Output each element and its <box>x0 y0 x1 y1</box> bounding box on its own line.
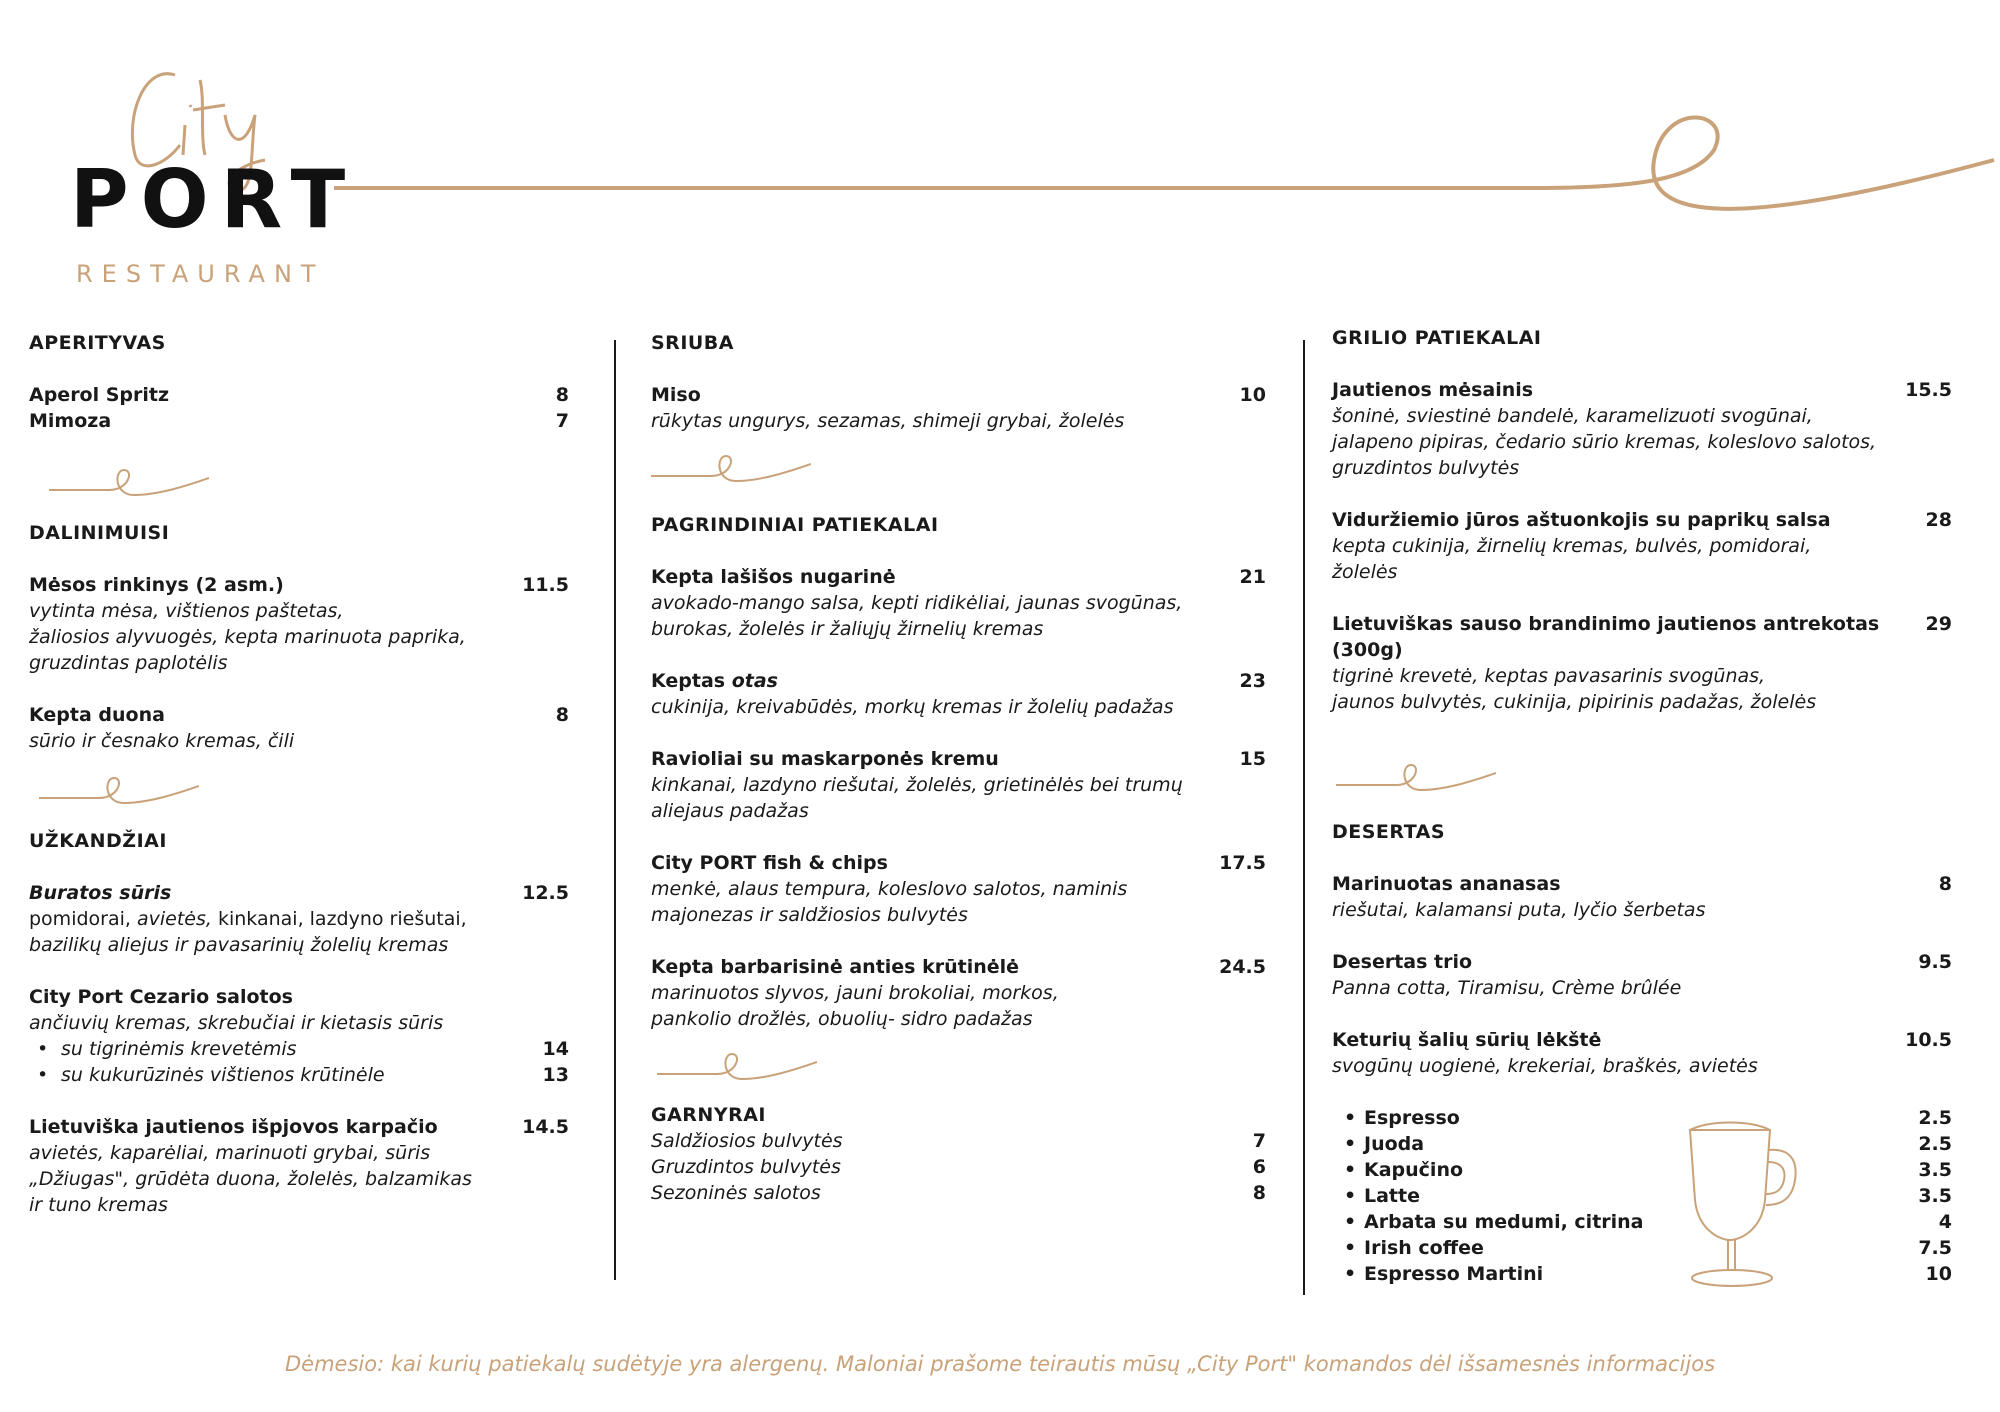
item-price: 23 <box>1239 670 1266 692</box>
item-price: 8 <box>1938 873 1952 895</box>
list-item <box>29 984 569 1088</box>
item-name: Miso <box>651 384 701 406</box>
item-price: 14.5 <box>522 1116 569 1138</box>
list-item <box>651 954 1266 1032</box>
drink-name: Arbata su medumi, citrina <box>1364 1211 1644 1233</box>
drink-name: Irish coffee <box>1364 1237 1484 1259</box>
drink-item: • Arbata su medumi, citrina 4 <box>1344 1211 1952 1233</box>
menu-column-3 <box>1332 325 1952 1287</box>
item-price: 7 <box>1252 1130 1266 1152</box>
column-divider-1 <box>614 340 616 1280</box>
item-desc: aliejaus padažas <box>651 800 809 822</box>
item-price: 7 <box>555 410 569 432</box>
drinks-list <box>1332 1105 1952 1287</box>
option-item <box>61 1036 569 1062</box>
item-desc <box>29 906 569 932</box>
item-desc: Panna cotta, Tiramisu, Crème brûlée <box>1332 977 1682 999</box>
list-item <box>1332 949 1952 1001</box>
item-name: Sezoninės salotos <box>651 1182 821 1204</box>
drink-price: 3.5 <box>1918 1185 1952 1207</box>
item-name <box>651 668 778 694</box>
item-desc: žaliosios alyvuogės, kepta marinuota paprika, <box>29 626 466 648</box>
item-desc: menkė, alaus tempura, koleslovo salotos, naminis <box>651 878 1128 900</box>
item-desc: ir tuno kremas <box>29 1194 168 1216</box>
item-price: 6 <box>1252 1156 1266 1178</box>
flourish-divider <box>49 460 209 500</box>
item-desc: kinkanai, lazdyno riešutai, žolelės, grietinėlės bei trumų <box>651 774 1183 796</box>
list-item <box>651 382 1266 434</box>
item-desc-part: pomidorai, <box>29 908 137 930</box>
section-title-aperityvas: APERITYVAS <box>29 332 166 354</box>
item-desc: svogūnų uogienė, krekeriai, braškės, avietės <box>1332 1055 1758 1077</box>
item-name: Saldžiosios bulvytės <box>651 1130 843 1152</box>
item-price: 17.5 <box>1219 852 1266 874</box>
item-price: 8 <box>555 384 569 406</box>
item-name: Kepta lašišos nugarinė <box>651 566 896 588</box>
item-desc: žolelės <box>1332 561 1398 583</box>
logo-port: PORT <box>70 153 358 246</box>
section-title-grilio: GRILIO PATIEKALAI <box>1332 327 1542 349</box>
drink-item: • Kapučino 3.5 <box>1344 1159 1952 1181</box>
option-price: 13 <box>542 1064 569 1086</box>
drink-item: • Latte 3.5 <box>1344 1185 1952 1207</box>
drink-item: • Espresso 2.5 <box>1344 1107 1952 1129</box>
item-name: Keturių šalių sūrių lėkštė <box>1332 1029 1602 1051</box>
item-name: Mėsos rinkinys (2 asm.) <box>29 574 284 596</box>
item-desc-part: avietės, <box>136 908 218 930</box>
item-name: Ravioliai su maskarponės kremu <box>651 748 999 770</box>
item-desc: avietės, kaparėliai, marinuoti grybai, sūris <box>29 1142 431 1164</box>
item-name: Lietuviškas sauso brandinimo jautienos antrekotas (300g) <box>1332 613 1880 661</box>
item-desc: gruzdintos bulvytės <box>1332 457 1520 479</box>
flourish-divider <box>39 768 199 808</box>
item-desc: burokas, žolelės ir žaliųjų žirnelių kremas <box>651 618 1044 640</box>
item-price: 9.5 <box>1918 951 1952 973</box>
item-desc: riešutai, kalamansi puta, lyčio šerbetas <box>1332 899 1706 921</box>
list-item <box>29 702 569 754</box>
item-price: 12.5 <box>522 882 569 904</box>
item-name: Gruzdintos bulvytės <box>651 1156 841 1178</box>
flourish-divider <box>651 446 811 486</box>
item-price: 10 <box>1239 384 1266 406</box>
header-flourish-line <box>334 90 2000 240</box>
item-desc: avokado-mango salsa, kepti ridikėliai, jaunas svogūnas, <box>651 592 1183 614</box>
drink-price: 4 <box>1938 1211 1952 1233</box>
item-desc: ančiuvių kremas, skrebučiai ir kietasis sūris <box>29 1012 444 1034</box>
item-price: 29 <box>1925 613 1952 635</box>
item-price: 8 <box>1252 1182 1266 1204</box>
drink-item: • Juoda 2.5 <box>1344 1133 1952 1155</box>
flourish-divider <box>1336 755 1496 795</box>
item-desc: „Džiugas", grūdėta duona, žolelės, balzamikas <box>29 1168 472 1190</box>
list-item <box>651 746 1266 824</box>
item-desc: kepta cukinija, žirnelių kremas, bulvės, pomidorai, <box>1332 535 1812 557</box>
item-price: 15.5 <box>1905 379 1952 401</box>
item-price: 10.5 <box>1905 1029 1952 1051</box>
item-price: 15 <box>1239 748 1266 770</box>
item-desc: rūkytas ungurys, sezamas, shimeji grybai, žolelės <box>651 410 1125 432</box>
list-item <box>1332 507 1952 585</box>
item-name-part: Keptas <box>651 670 732 692</box>
item-desc: šoninė, sviestinė bandelė, karamelizuoti svogūnai, <box>1332 405 1813 427</box>
drink-name: Latte <box>1364 1185 1420 1207</box>
item-desc: marinuotos slyvos, jauni brokoliai, morkos, <box>651 982 1059 1004</box>
list-item <box>1332 377 1952 481</box>
section-title-desertas: DESERTAS <box>1332 821 1446 843</box>
drink-item: • Irish coffee 7.5 <box>1344 1237 1952 1259</box>
item-desc-part: kinkanai, lazdyno riešutai, <box>217 908 467 930</box>
drink-price: 3.5 <box>1918 1159 1952 1181</box>
item-name: Marinuotas ananasas <box>1332 873 1561 895</box>
section-title-dalinimuisi: DALINIMUISI <box>29 522 170 544</box>
item-name: Kepta duona <box>29 704 165 726</box>
list-item <box>1332 1027 1952 1079</box>
list-item <box>651 1154 1266 1180</box>
item-desc: cukinija, kreivabūdės, morkų kremas ir žolelių padažas <box>651 696 1174 718</box>
item-name: Kepta barbarisinė anties krūtinėlė <box>651 956 1020 978</box>
list-item <box>1332 871 1952 923</box>
item-name: Mimoza <box>29 410 112 432</box>
menu-column-1 <box>29 330 569 1244</box>
item-desc: jalapeno pipiras, čedario sūrio kremas, koleslovo salotos, <box>1332 431 1877 453</box>
item-name: Buratos sūris <box>29 882 172 904</box>
drink-price: 7.5 <box>1918 1237 1952 1259</box>
section-title-pagrindiniai: PAGRINDINIAI PATIEKALAI <box>651 514 939 536</box>
option-list <box>29 1036 569 1088</box>
item-desc: majonezas ir saldžiosios bulvytės <box>651 904 968 926</box>
item-name: City Port Cezario salotos <box>29 986 293 1008</box>
list-item <box>1332 611 1952 715</box>
section-title-garnyrai: GARNYRAI <box>651 1104 766 1126</box>
item-name: Lietuviška jautienos išpjovos karpačio <box>29 1116 438 1138</box>
drink-price: 10 <box>1925 1263 1952 1285</box>
drink-price: 2.5 <box>1918 1107 1952 1129</box>
item-desc: jaunos bulvytės, cukinija, pipirinis padažas, žolelės <box>1332 691 1817 713</box>
item-desc: gruzdintas paplotėlis <box>29 652 228 674</box>
list-item <box>29 382 569 434</box>
list-item <box>29 880 569 958</box>
section-title-uzkandziai: UŽKANDŽIAI <box>29 830 167 852</box>
drink-name: Juoda <box>1364 1133 1425 1155</box>
item-desc: sūrio ir česnako kremas, čili <box>29 730 295 752</box>
item-desc: vytinta mėsa, vištienos paštetas, <box>29 600 344 622</box>
coffee-glass-icon <box>1680 1120 1800 1290</box>
menu-column-2 <box>651 330 1266 1206</box>
item-desc: pankolio drožlės, obuolių- sidro padažas <box>651 1008 1033 1030</box>
item-price: 11.5 <box>522 574 569 596</box>
list-item <box>29 572 569 676</box>
drink-name: Kapučino <box>1364 1159 1464 1181</box>
list-item <box>651 564 1266 642</box>
drink-price: 2.5 <box>1918 1133 1952 1155</box>
item-name: Jautienos mėsainis <box>1332 379 1534 401</box>
item-price: 24.5 <box>1219 956 1266 978</box>
drink-item: • Espresso Martini 10 <box>1344 1263 1952 1285</box>
logo-restaurant: RESTAURANT <box>76 260 325 288</box>
column-divider-2 <box>1303 340 1305 1295</box>
item-price: 21 <box>1239 566 1266 588</box>
allergen-notice: Dėmesio: kai kurių patiekalų sudėtyje yra alergenų. Maloniai prašome teirautis mūsų „City Port" komandos dėl išsamesnės informacijos <box>284 1352 1716 1376</box>
list-item <box>651 1180 1266 1206</box>
item-name-part: otas <box>731 670 778 692</box>
item-name: Aperol Spritz <box>29 384 170 406</box>
item-desc: bazilikų aliejus ir pavasarinių žolelių kremas <box>29 934 449 956</box>
option-item <box>61 1062 569 1088</box>
list-item <box>651 850 1266 928</box>
item-price: 28 <box>1925 509 1952 531</box>
flourish-divider <box>657 1044 817 1084</box>
item-desc: tigrinė krevetė, keptas pavasarinis svogūnas, <box>1332 665 1766 687</box>
option-price: 14 <box>542 1038 569 1060</box>
item-name: Desertas trio <box>1332 951 1473 973</box>
list-item <box>29 1114 569 1218</box>
item-name: Viduržiemio jūros aštuonkojis su paprikų salsa <box>1332 509 1831 531</box>
item-price: 8 <box>555 704 569 726</box>
drink-name: Espresso Martini <box>1364 1263 1544 1285</box>
option-name: • su kukurūzinės vištienos krūtinėle <box>61 1064 385 1086</box>
item-name: City PORT fish & chips <box>651 852 888 874</box>
list-item <box>651 1128 1266 1154</box>
section-title-sriuba: SRIUBA <box>651 332 734 354</box>
drink-name: Espresso <box>1364 1107 1460 1129</box>
list-item <box>651 668 1266 720</box>
option-name: • su tigrinėmis krevetėmis <box>61 1038 297 1060</box>
